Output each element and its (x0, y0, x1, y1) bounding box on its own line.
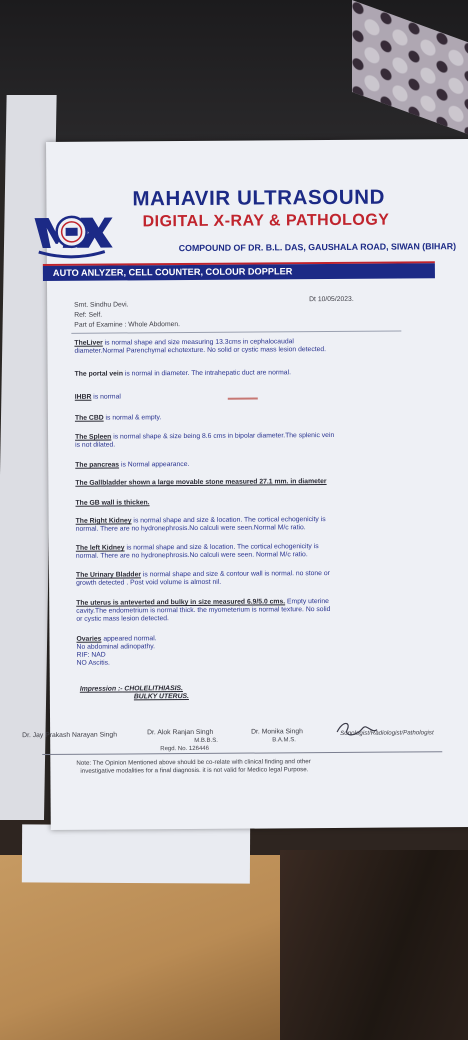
doctor-3-degree: B.A.M.S. (272, 737, 296, 744)
doctor-2-regd: Regd. No. 126446 (160, 745, 209, 753)
pen-mark (228, 398, 258, 400)
left-kidney-title: The left Kidney (75, 544, 125, 552)
finding-cbd (75, 414, 161, 423)
services-bar: AUTO ANLYZER, CELL COUNTER, COLOUR DOPPLER (43, 263, 435, 281)
bladder-title: The Urinary Bladder (76, 571, 142, 579)
mahavir-emblem-icon (30, 204, 112, 261)
ihbr-text: is normal (91, 393, 121, 401)
ihbr-title: IHBR (74, 393, 92, 401)
doctor-2: Dr. Alok Ranjan Singh (147, 728, 214, 737)
cbd-text: is normal & empty. (103, 414, 162, 422)
pancreas-title: The pancreas (75, 461, 120, 469)
cbd-title: The CBD (74, 414, 104, 422)
liver-text: is normal shape and size measuring 13.3cms in cephalocaudal (102, 338, 294, 347)
finding-spleen (75, 432, 334, 442)
doctor-2-degree: M.B.B.S. (194, 737, 218, 744)
uterus-text: Empty uterine (285, 598, 329, 606)
pancreas-text: is Normal appearance. (119, 461, 190, 469)
finding-ihbr (75, 393, 121, 401)
note-line-1: Note: The Opinion Mentioned above should be co-relate with clinical finding and other (76, 758, 311, 767)
finding-right-kidney-2: normal. There are no hydronephrosis.No calculi were seen.Normal M/c ratio. (75, 524, 306, 533)
clinic-name: MAHAVIR ULTRASOUND (132, 185, 386, 211)
signature-caption: Sonologist/Radiologist/Pathologist (340, 729, 434, 737)
ovaries-text: appeared normal. (101, 635, 157, 643)
gb-wall-text: The GB wall is thicken. (75, 499, 150, 507)
impression-label: Impression :- (79, 685, 123, 693)
note-line-2: investigative modalities for a final diagnosis. it is not valid for Medico legal Purpose. (80, 766, 309, 775)
portal-title: The portal vein (74, 370, 123, 378)
right-kidney-title: The Right Kidney (75, 517, 132, 525)
right-kidney-text: is normal shape and size & location. The cortical echogenicity is (131, 516, 326, 525)
finding-liver-2: diameter.Normal Parenchymal echotexture. No solid or cystic mass lesion detected. (74, 346, 327, 355)
referral: Ref: Self. (74, 311, 103, 319)
finding-bladder-2: growth detected . Post void volume is almost nil. (76, 578, 222, 587)
finding-ascitis: NO Ascitis. (76, 659, 110, 667)
impression-line-1: CHOLELITHIASIS. (122, 685, 183, 693)
impression-line-2: BULKY UTERUS. (133, 693, 189, 701)
finding-adinopathy: No abdominal adinopathy. (76, 643, 156, 651)
report-date (309, 296, 354, 304)
spleen-title: The Spleen (75, 433, 112, 441)
patient-name: Smt. Sindhu Devi. (74, 301, 129, 309)
finding-uterus-3: or cystic mass lesion detected. (76, 615, 169, 623)
doctor-3: Dr. Monika Singh (251, 728, 303, 736)
finding-portal (75, 369, 291, 379)
portal-text: is normal in diameter. The intrahepatic duct are normal. (122, 369, 291, 378)
gallbladder-text: The Gallbladder shown a large movable stone measured 27.1 mm. in diameter (75, 478, 327, 487)
patient-divider (71, 331, 401, 334)
finding-spleen-2: is not dilated. (75, 441, 116, 449)
finding-rif: RIF: NAD (76, 651, 106, 659)
finding-uterus-2: cavity.The endometrium is normal thick. the myometerium is normal texture. No solid (76, 606, 331, 615)
left-kidney-text: is normal shape and size & location. The cortical echogenicity is (124, 543, 319, 552)
doctor-1: Dr. Jay Prakash Narayan Singh (22, 731, 117, 740)
uterus-title: The uterus is anteverted and bulky in size measured 6.9/5.0 cms. (76, 598, 286, 607)
exam-part: Part of Examine : Whole Abdomen. (74, 321, 181, 329)
clinic-address: COMPOUND OF DR. B.L. DAS, GAUSHALA ROAD, SIWAN (BIHAR) (178, 241, 457, 254)
date-value: 10/05/2023. (317, 295, 354, 304)
ovaries-title: Ovaries (76, 635, 102, 643)
finding-gallbladder (75, 478, 326, 488)
liver-title: TheLiver (74, 339, 103, 347)
footer-divider (42, 751, 442, 755)
spleen-text: is normal shape & size being 8.6 cms in bipolar diameter.The splenic vein (111, 431, 335, 441)
clinic-subtitle: DIGITAL X-RAY & PATHOLOGY (142, 211, 390, 231)
bladder-text: is normal shape and size & contour wall is normal. no stone or (140, 570, 330, 579)
date-label: Dt (309, 296, 316, 304)
finding-gb-wall (75, 499, 149, 508)
impression-line-2-row (134, 693, 189, 701)
finding-left-kidney-2: normal. There are no hydronephrosis.No calculi were seen. Normal M/c ratio. (75, 551, 308, 560)
finding-pancreas (75, 461, 189, 470)
paper-slip (22, 824, 250, 883)
report-document (22, 139, 468, 830)
wooden-surface (280, 850, 468, 1040)
